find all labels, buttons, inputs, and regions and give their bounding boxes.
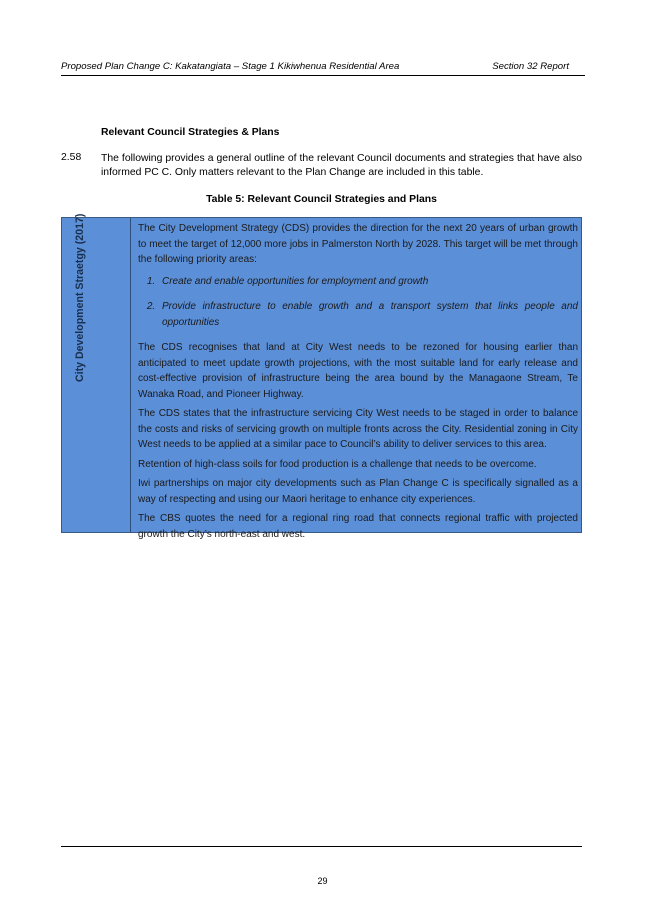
header-section: Section 32 Report	[492, 61, 569, 72]
priority-list	[138, 274, 578, 331]
strategies-table	[61, 213, 582, 540]
row-label-cell	[68, 213, 90, 382]
header-title: Proposed Plan Change C: Kakatangiata – Stage 1 Kikiwhenua Residential Area	[61, 61, 400, 72]
content-paragraph: Iwi partnerships on major city developments such as Plan Change C is specifically signalled as a way of respecting and using our Maori heritage to enhance city experiences.	[138, 478, 578, 505]
row-label: City Development Straetgy (2017)	[74, 213, 86, 382]
priority-item: 1. Create and enable opportunities for employment and growth	[158, 274, 578, 290]
intro-paragraph: The City Development Strategy (CDS) provides the direction for the next 20 years of urban growth to meet the target of 12,000 more jobs in Palmerston North by 2028. This target will be met through the following priority areas:	[138, 223, 578, 265]
content-paragraph: The CBS quotes the need for a regional ring road that connects regional traffic with projected growth the City’s north-east and west.	[138, 513, 578, 540]
content-paragraph: Retention of high-class soils for food production is a challenge that needs to be overcome.	[138, 458, 537, 470]
paragraph-number: 2.58	[61, 152, 82, 163]
priority-item: 2. Provide infrastructure to enable growth and a transport system that links people and opportunities	[158, 299, 578, 330]
footer-rule	[61, 846, 582, 847]
section-heading: Relevant Council Strategies & Plans	[101, 127, 280, 138]
page-number: 29	[317, 876, 328, 886]
content-paragraph: The CDS recognises that land at City West needs to be rezoned for housing earlier than anticipated to meet update growth projections, with the most suitable land for early release and cost-effective provision of infrastructure being the area bound by the Managaone Stream, Te Wanaka Road, and Pioneer Highway.	[138, 342, 578, 400]
paragraph-text: The following provides a general outline of the relevant Council documents and strategies that have also informed PC C. Only matters relevant to the Plan Change are included in this table.	[101, 153, 582, 178]
content-cell	[138, 221, 578, 546]
page-header	[61, 61, 585, 76]
table-caption: Table 5: Relevant Council Strategies and Plans	[206, 194, 437, 205]
content-paragraph: The CDS states that the infrastructure servicing City West needs to be staged in order to balance the costs and risks of servicing growth on multiple fronts across the City. Residential zoning in City West needs to be applied at a similar pace to Council’s ability to deliver services to this area.	[138, 408, 578, 450]
column-divider	[130, 218, 131, 532]
